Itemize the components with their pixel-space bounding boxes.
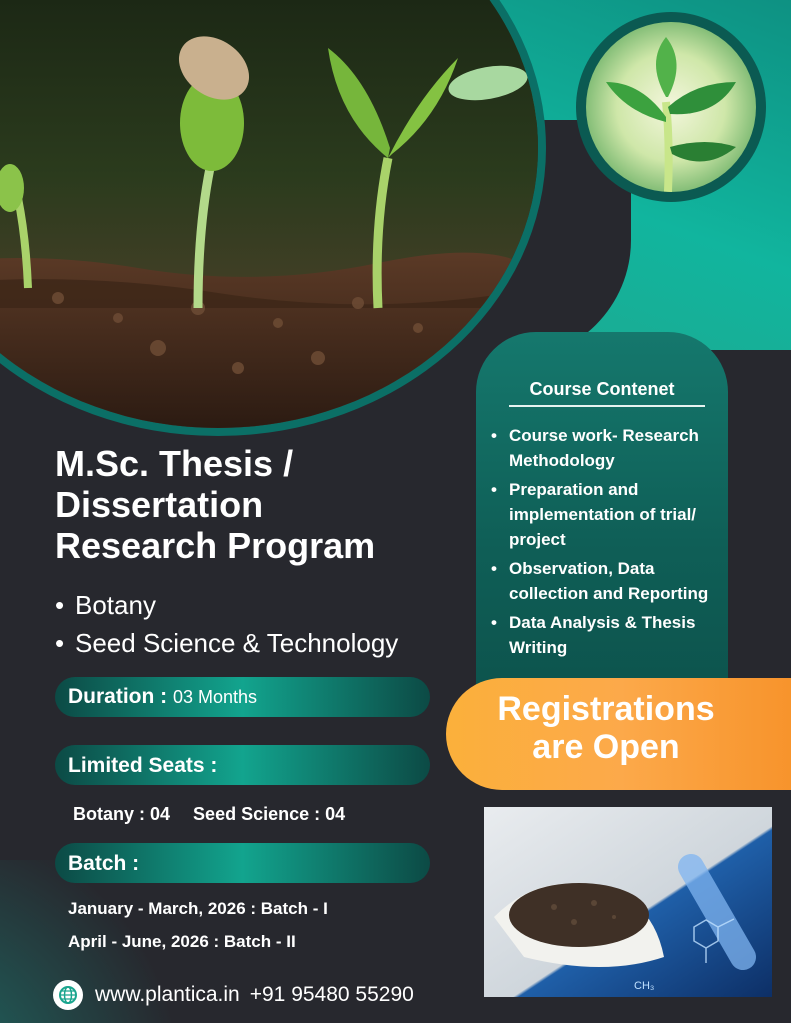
botany-seats: Botany : 04 — [73, 804, 171, 824]
registration-line-1: Registrations — [497, 690, 715, 728]
limited-seats-label: Limited Seats : — [68, 754, 218, 777]
seat-counts — [73, 804, 363, 825]
course-item: • Data Analysis & Thesis Writing — [489, 610, 717, 660]
registration-text — [476, 690, 736, 766]
phone-number[interactable]: +91 95480 55290 — [249, 983, 414, 1006]
duration-label — [68, 685, 257, 709]
subject-item: • Seed Science & Technology — [55, 624, 398, 662]
plant-logo — [586, 22, 756, 192]
batch-line-2: April - June, 2026 : Batch - II — [68, 932, 296, 951]
program-title-line-3: Research Program — [55, 525, 376, 566]
globe-icon — [53, 980, 83, 1010]
batch-line-1: January - March, 2026 : Batch - I — [68, 899, 328, 918]
footer-contact — [53, 980, 424, 1010]
course-item: • Course work- Research Methodology — [489, 423, 717, 473]
website-link[interactable]: www.plantica.in — [95, 983, 240, 1006]
soil-lab-photo — [484, 807, 772, 997]
program-title — [55, 443, 375, 566]
course-item: • Observation, Data collection and Reporting — [489, 556, 717, 606]
course-content-title: Course Contenet — [529, 379, 675, 399]
batch-label: Batch : — [68, 852, 140, 875]
seedlings-photo — [0, 0, 546, 436]
course-item: • Preparation and implementation of trial/ project — [489, 477, 717, 552]
program-title-line-1: M.Sc. Thesis / — [55, 443, 294, 484]
course-content-list — [489, 423, 717, 664]
seed-science-seats: Seed Science : 04 — [193, 804, 346, 824]
duration-label-text: Duration : — [68, 685, 168, 708]
subject-list — [55, 586, 398, 662]
duration-value: 03 Months — [173, 687, 258, 707]
registration-line-2: are Open — [532, 728, 680, 766]
svg-text:CH₃: CH₃ — [634, 980, 655, 992]
subject-item: • Botany — [55, 586, 398, 624]
program-title-line-2: Dissertation — [55, 484, 264, 525]
course-title-underline — [509, 405, 705, 407]
